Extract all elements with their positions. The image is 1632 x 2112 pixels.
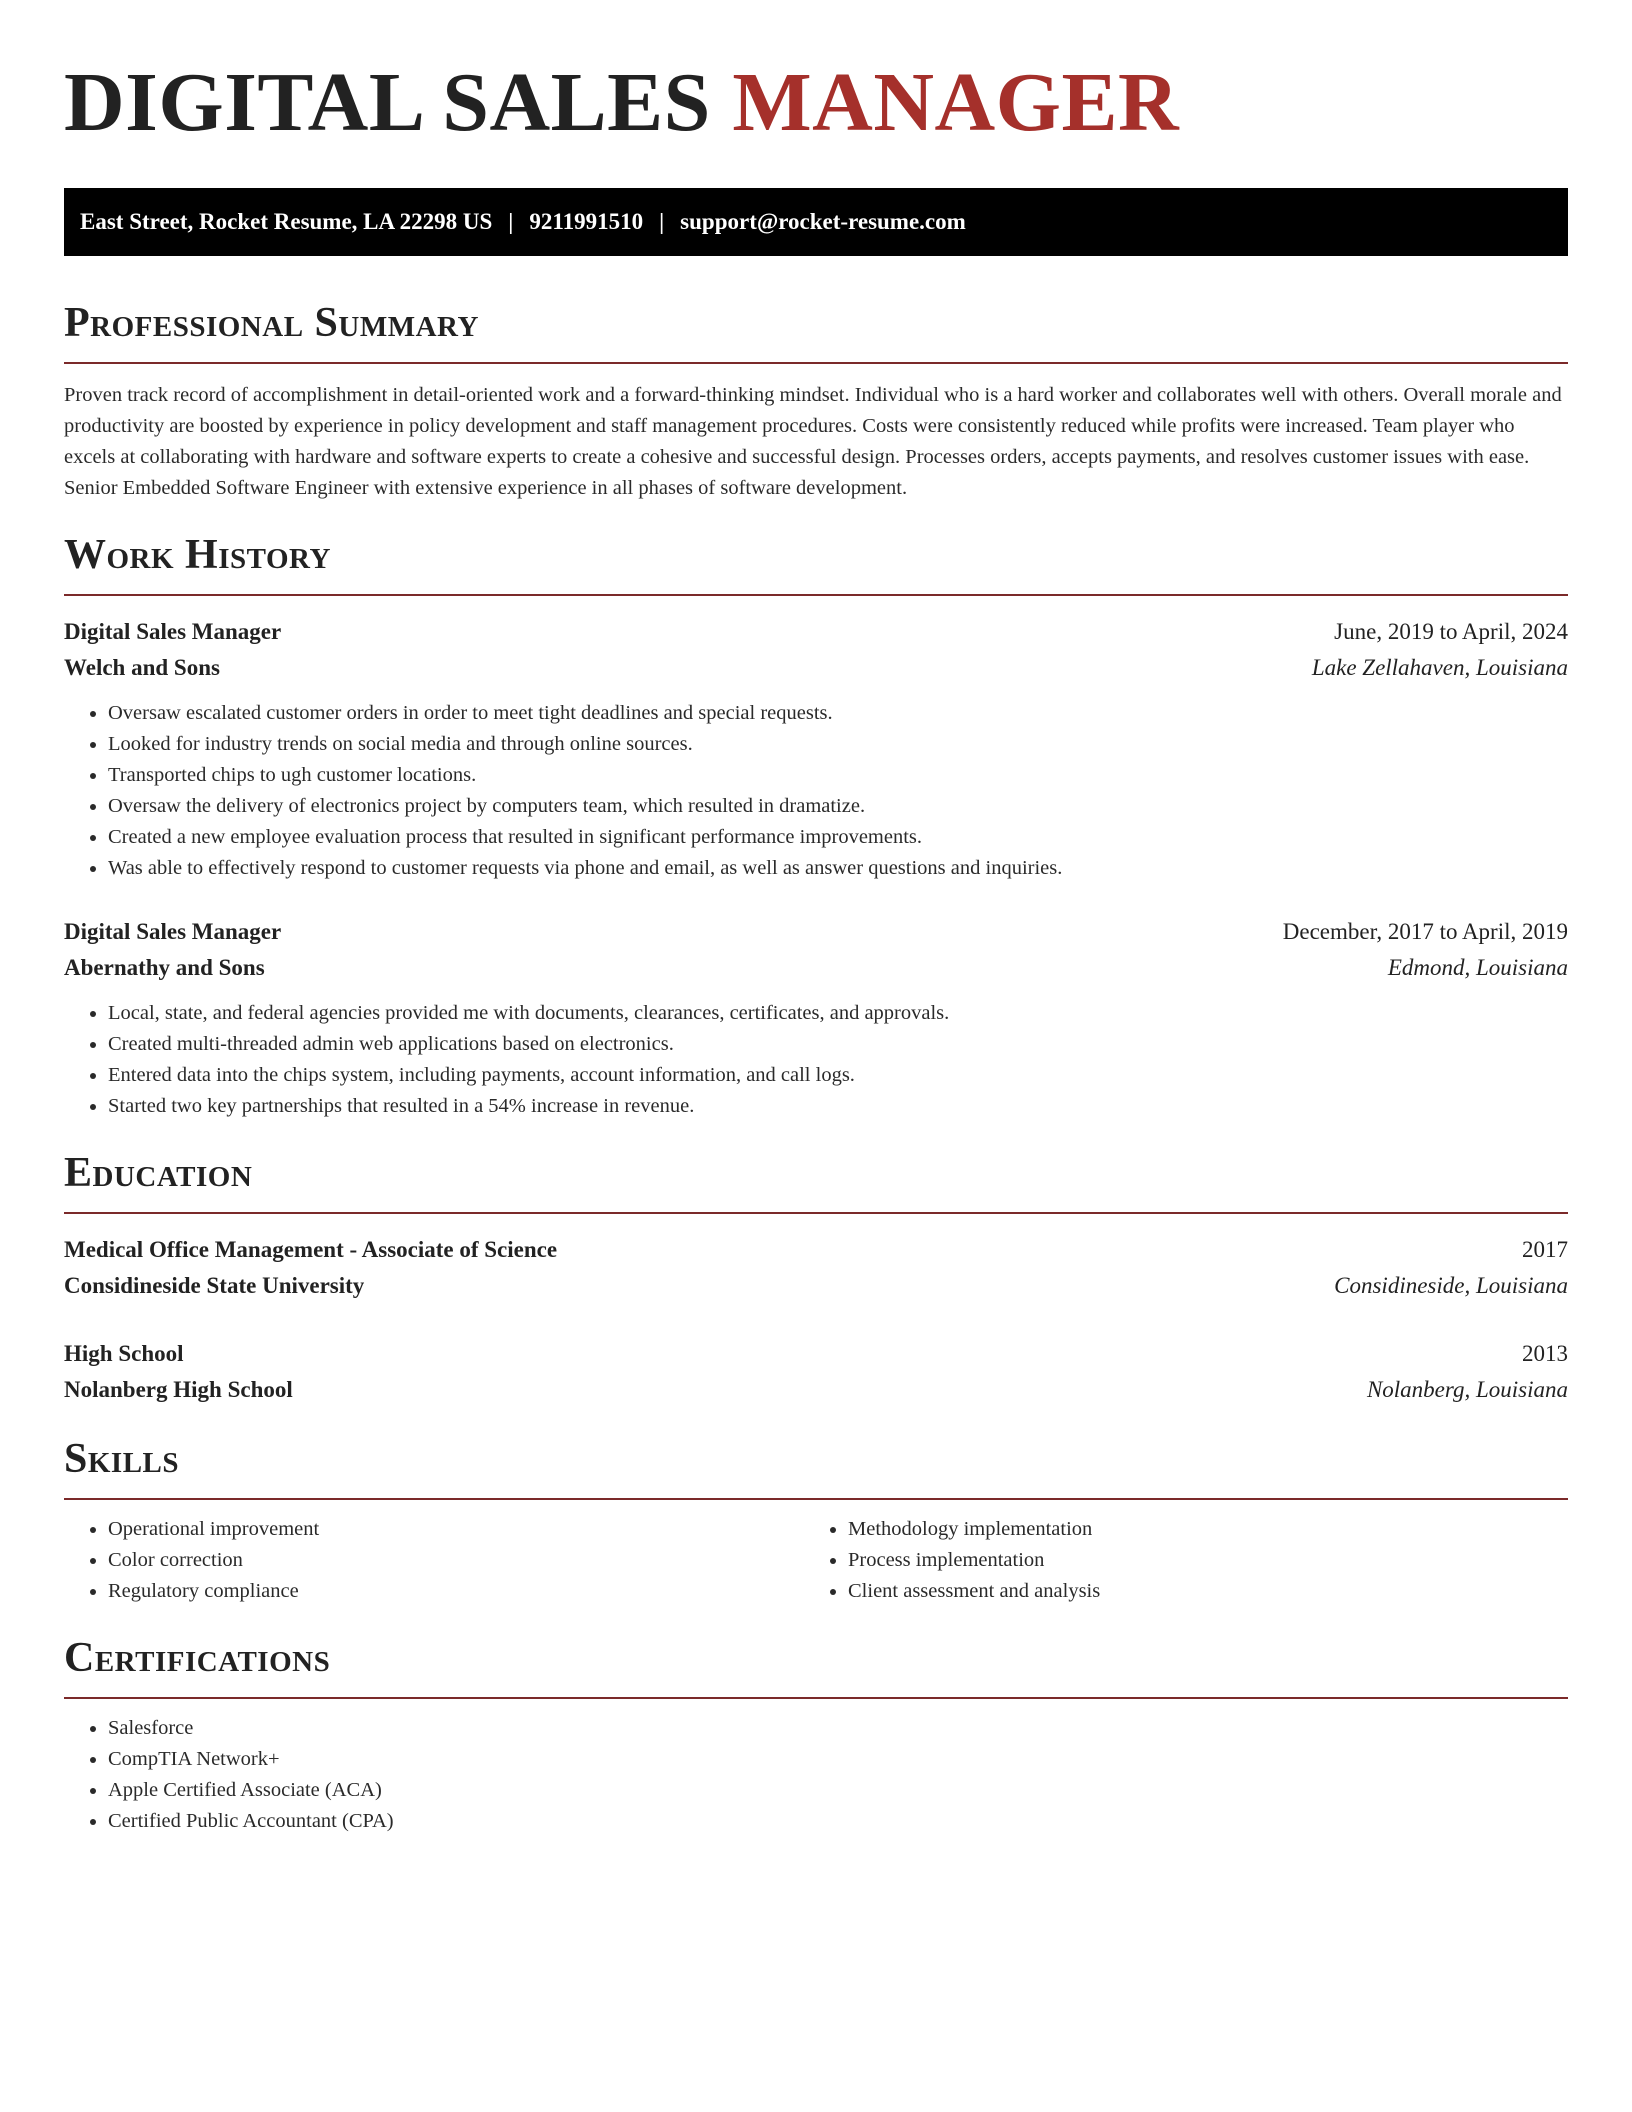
summary-text: Proven track record of accomplishment in detail-oriented work and a forward-thinking mindset. Individual who is a hard worker and collaborates well with others. Overall morale and productivity are boosted by experience in policy development and staff management procedures. Costs were consistently reduced while profits were increased. Team player who excels at collaborating with hardware and software experts to create a cohesive and successful design. Processes orders, accepts payments, and resolves customer issues with ease. Senior Embedded Software Engineer with extensive experience in all phases of software development. <box>64 384 1562 499</box>
section-divider <box>64 594 1568 596</box>
work-history-heading: Work History <box>64 532 331 578</box>
skills-section <box>64 1434 1568 1607</box>
job-header-row <box>64 914 1568 950</box>
list-item: • Looked for industry trends on social media and through online sources. <box>108 729 1568 760</box>
list-item: • Client assessment and analysis <box>848 1576 1544 1607</box>
job-location: Edmond, Louisiana <box>1387 955 1568 980</box>
education-degree-row <box>64 1336 1568 1372</box>
section-divider <box>64 1212 1568 1214</box>
job-bullets <box>64 698 1568 884</box>
list-item: • Apple Certified Associate (ACA) <box>108 1775 1568 1806</box>
list-item: • Salesforce <box>108 1713 1568 1744</box>
job-role: Digital Sales Manager <box>64 619 282 644</box>
section-divider <box>64 1697 1568 1699</box>
job-company-row <box>64 950 1568 986</box>
section-divider <box>64 1498 1568 1500</box>
list-item: • Methodology implementation <box>848 1514 1544 1545</box>
summary-heading: Professional Summary <box>64 300 479 346</box>
list-item: • Started two key partnerships that resulted in a 54% increase in revenue. <box>108 1091 1568 1122</box>
education-school-row <box>64 1268 1568 1304</box>
job-role: Digital Sales Manager <box>64 919 282 944</box>
job-bullets <box>64 998 1568 1122</box>
skills-column-left <box>64 1514 804 1607</box>
education-entry <box>64 1232 1568 1304</box>
certifications-section <box>64 1633 1568 1837</box>
job-entry <box>64 614 1568 884</box>
list-item: • Process implementation <box>848 1545 1544 1576</box>
list-item: • Oversaw escalated customer orders in order to meet tight deadlines and special requests. <box>108 698 1568 729</box>
contact-separator: | <box>508 209 514 234</box>
list-item: • Operational improvement <box>108 1514 804 1545</box>
list-item: • Entered data into the chips system, including payments, account information, and call logs. <box>108 1060 1568 1091</box>
contact-email: support@rocket-resume.com <box>680 209 966 234</box>
list-item: • Created a new employee evaluation process that resulted in significant performance improvements. <box>108 822 1568 853</box>
certifications-list <box>64 1713 1568 1837</box>
job-company-row <box>64 650 1568 686</box>
list-item: • Was able to effectively respond to customer requests via phone and email, as well as answer questions and inquiries. <box>108 853 1568 884</box>
list-item: • Created multi-threaded admin web applications based on electronics. <box>108 1029 1568 1060</box>
education-degree: High School <box>64 1341 184 1366</box>
list-item: • Certified Public Accountant (CPA) <box>108 1806 1568 1837</box>
job-dates: December, 2017 to April, 2019 <box>1282 919 1568 944</box>
education-year: 2013 <box>1522 1341 1568 1366</box>
job-entry <box>64 914 1568 1122</box>
certifications-heading: Certifications <box>64 1635 331 1681</box>
work-history-section <box>64 530 1568 1122</box>
resume-title <box>64 48 1568 158</box>
education-year: 2017 <box>1522 1237 1568 1262</box>
education-location: Nolanberg, Louisiana <box>1366 1377 1568 1402</box>
job-company: Abernathy and Sons <box>64 955 265 980</box>
list-item: • Transported chips to ugh customer locations. <box>108 760 1568 791</box>
list-item: • Regulatory compliance <box>108 1576 804 1607</box>
education-school: Nolanberg High School <box>64 1377 293 1402</box>
contact-bar <box>64 188 1568 256</box>
job-company: Welch and Sons <box>64 655 220 680</box>
skills-column-right <box>804 1514 1544 1607</box>
education-degree: Medical Office Management - Associate of Science <box>64 1237 558 1262</box>
job-header-row <box>64 614 1568 650</box>
education-school-row <box>64 1372 1568 1408</box>
list-item: • Local, state, and federal agencies provided me with documents, clearances, certificates, and approvals. <box>108 998 1568 1029</box>
contact-phone: 9211991510 <box>529 209 644 234</box>
education-degree-row <box>64 1232 1568 1268</box>
education-location: Considineside, Louisiana <box>1334 1273 1568 1298</box>
title-first: DIGITAL SALES <box>64 56 711 149</box>
job-dates: June, 2019 to April, 2024 <box>1334 619 1568 644</box>
education-entry <box>64 1336 1568 1408</box>
summary-section <box>64 298 1568 504</box>
contact-address: East Street, Rocket Resume, LA 22298 US <box>80 209 493 234</box>
list-item: • CompTIA Network+ <box>108 1744 1568 1775</box>
list-item: • Color correction <box>108 1545 804 1576</box>
education-section <box>64 1148 1568 1408</box>
job-location: Lake Zellahaven, Louisiana <box>1311 655 1568 680</box>
title-last: MANAGER <box>732 56 1180 149</box>
skills-grid <box>64 1514 1568 1607</box>
education-school: Considineside State University <box>64 1273 365 1298</box>
contact-separator: | <box>659 209 665 234</box>
skills-heading: Skills <box>64 1436 180 1482</box>
education-heading: Education <box>64 1150 253 1196</box>
list-item: • Oversaw the delivery of electronics project by computers team, which resulted in dramatize. <box>108 791 1568 822</box>
section-divider <box>64 362 1568 364</box>
